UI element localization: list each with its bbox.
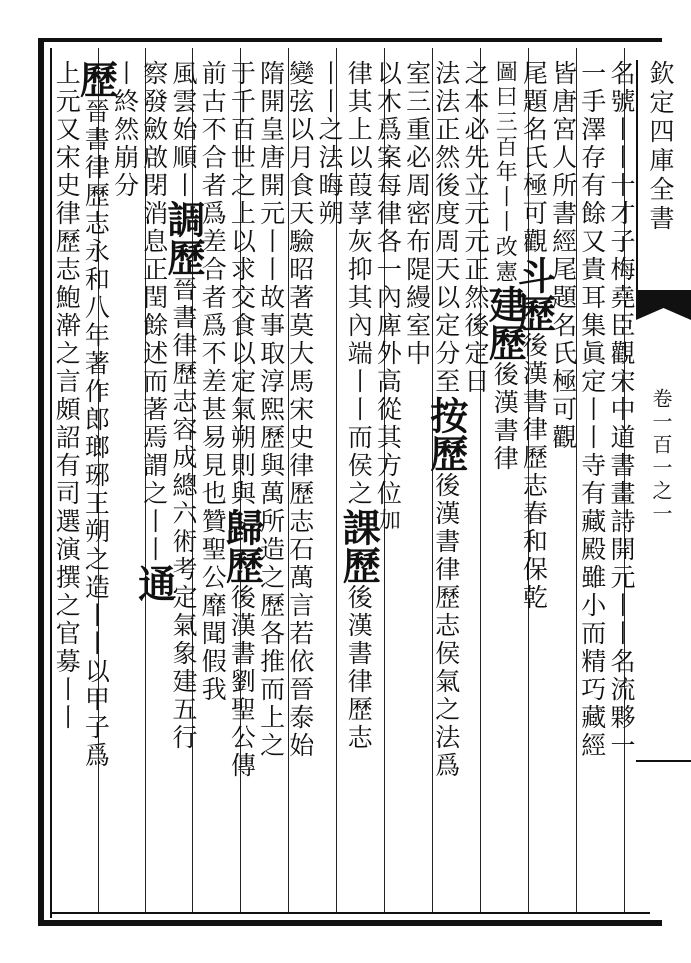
entry-text: 一手澤存有餘又貴耳集眞定丨丨寺有藏殿雖小而精巧藏經 — [577, 60, 607, 760]
margin-book-title: 欽定四庫全書 — [646, 60, 675, 234]
text-column — [73, 60, 119, 905]
entry-text: 變弦以月食天驗昭著莫大馬宋史律歷志石萬言若依晉泰始 — [285, 60, 315, 760]
text-column — [108, 60, 142, 905]
frame-rule-bottom — [38, 920, 662, 926]
entry-text: 後漢書律歷志春和保乾 — [519, 332, 549, 612]
entry-text: 室三重必周密布隄縵室中 — [402, 60, 432, 368]
entry-headword: 歸歷 — [219, 508, 265, 584]
frame-rule-left — [38, 38, 44, 926]
text-column — [161, 60, 206, 905]
entry-text: 晉書律歷志永和八年著作郎瑯琊王朔之造丨丨以甲子爲 — [81, 98, 111, 770]
entry-text: 後漢書劉聖公傳 — [227, 584, 257, 780]
entry-text: 丨丨之法晦朔 — [315, 60, 344, 228]
entry-note: 加 — [375, 508, 401, 533]
entry-text: 後漢書律 — [490, 361, 520, 473]
text-column — [511, 60, 557, 905]
entry-headword: 課歷 — [336, 508, 382, 584]
entry-text: 隋開皇唐開元丨丨故事取淳熙歷與萬所造之歷各推而上之 — [256, 60, 286, 760]
text-column — [195, 60, 229, 905]
text-column — [49, 60, 83, 905]
text-column — [336, 60, 382, 905]
entry-text: 法法正然後度周天以定分至 — [431, 60, 461, 396]
entry-text: 上元又宋史律歷志鮑澣之言頗詔有司選演撰之官募丨丨 — [52, 60, 82, 732]
margin-volume-label: 卷一百一之一 — [649, 388, 673, 526]
entry-text: 後漢書律歷志侯氣之法爲 — [431, 472, 461, 780]
entry-text: 尾題名氏極可觀 — [519, 60, 549, 256]
entry-text: 律其上以葭莩灰抑其內端丨丨而侯之 — [344, 60, 374, 508]
entry-headword: 按歷 — [423, 396, 469, 472]
entry-headword: 通 — [131, 564, 177, 602]
text-column — [131, 60, 177, 905]
frame-rule-inner-bottom — [50, 912, 650, 914]
frame-rule-top — [38, 38, 662, 42]
entry-text: 晉書律歷志容成總六術考定氣象建五行 — [169, 276, 198, 752]
entry-text: 皆唐宮人所書經 — [548, 60, 578, 256]
entry-headword: 斗歷 — [511, 256, 557, 332]
text-column — [283, 60, 317, 905]
text-column — [219, 60, 265, 905]
entry-text: 贊聖公靡聞假我 — [198, 508, 228, 704]
entry-headword: 歷 — [73, 60, 119, 98]
text-column — [423, 60, 469, 905]
text-column — [546, 60, 580, 905]
entry-note: 圖曰三百年丨丨改憲 — [492, 60, 518, 285]
text-column — [254, 60, 288, 905]
entry-text: 後漢書律歷志 — [344, 584, 374, 752]
text-column — [482, 60, 528, 905]
entry-text: 于千百世之上以求交食以定氣朔則與 — [227, 60, 257, 508]
text-column — [370, 60, 404, 905]
entry-text: 前古不合者爲差合者爲不差甚易見也 — [198, 60, 228, 508]
entry-text: 名號丨丨十才子梅堯臣觀宋中道書畫詩開元丨丨名流夥一 — [607, 60, 636, 760]
entry-text: 風雲始順丨 — [169, 60, 198, 200]
text-column — [458, 60, 492, 905]
text-column — [575, 60, 609, 905]
entry-headword: 建歷 — [482, 285, 528, 361]
entry-text: 之本必先立元元正然後定日 — [461, 60, 490, 396]
entry-headword: 調歷 — [161, 200, 206, 276]
text-column — [400, 60, 434, 905]
entry-text: 丨終然崩分 — [110, 60, 140, 200]
text-column — [312, 60, 346, 905]
entry-text: 察發斂啟閉消息正閏餘述而著焉謂之丨丨 — [139, 60, 169, 564]
entry-text: 以木爲案每律各一內庳外高從其方位 — [373, 60, 403, 508]
text-column — [604, 60, 638, 905]
entry-text: 尾題名氏極可觀 — [548, 256, 578, 452]
fish-tail-rule — [636, 760, 691, 770]
fish-tail-mark — [636, 290, 691, 320]
